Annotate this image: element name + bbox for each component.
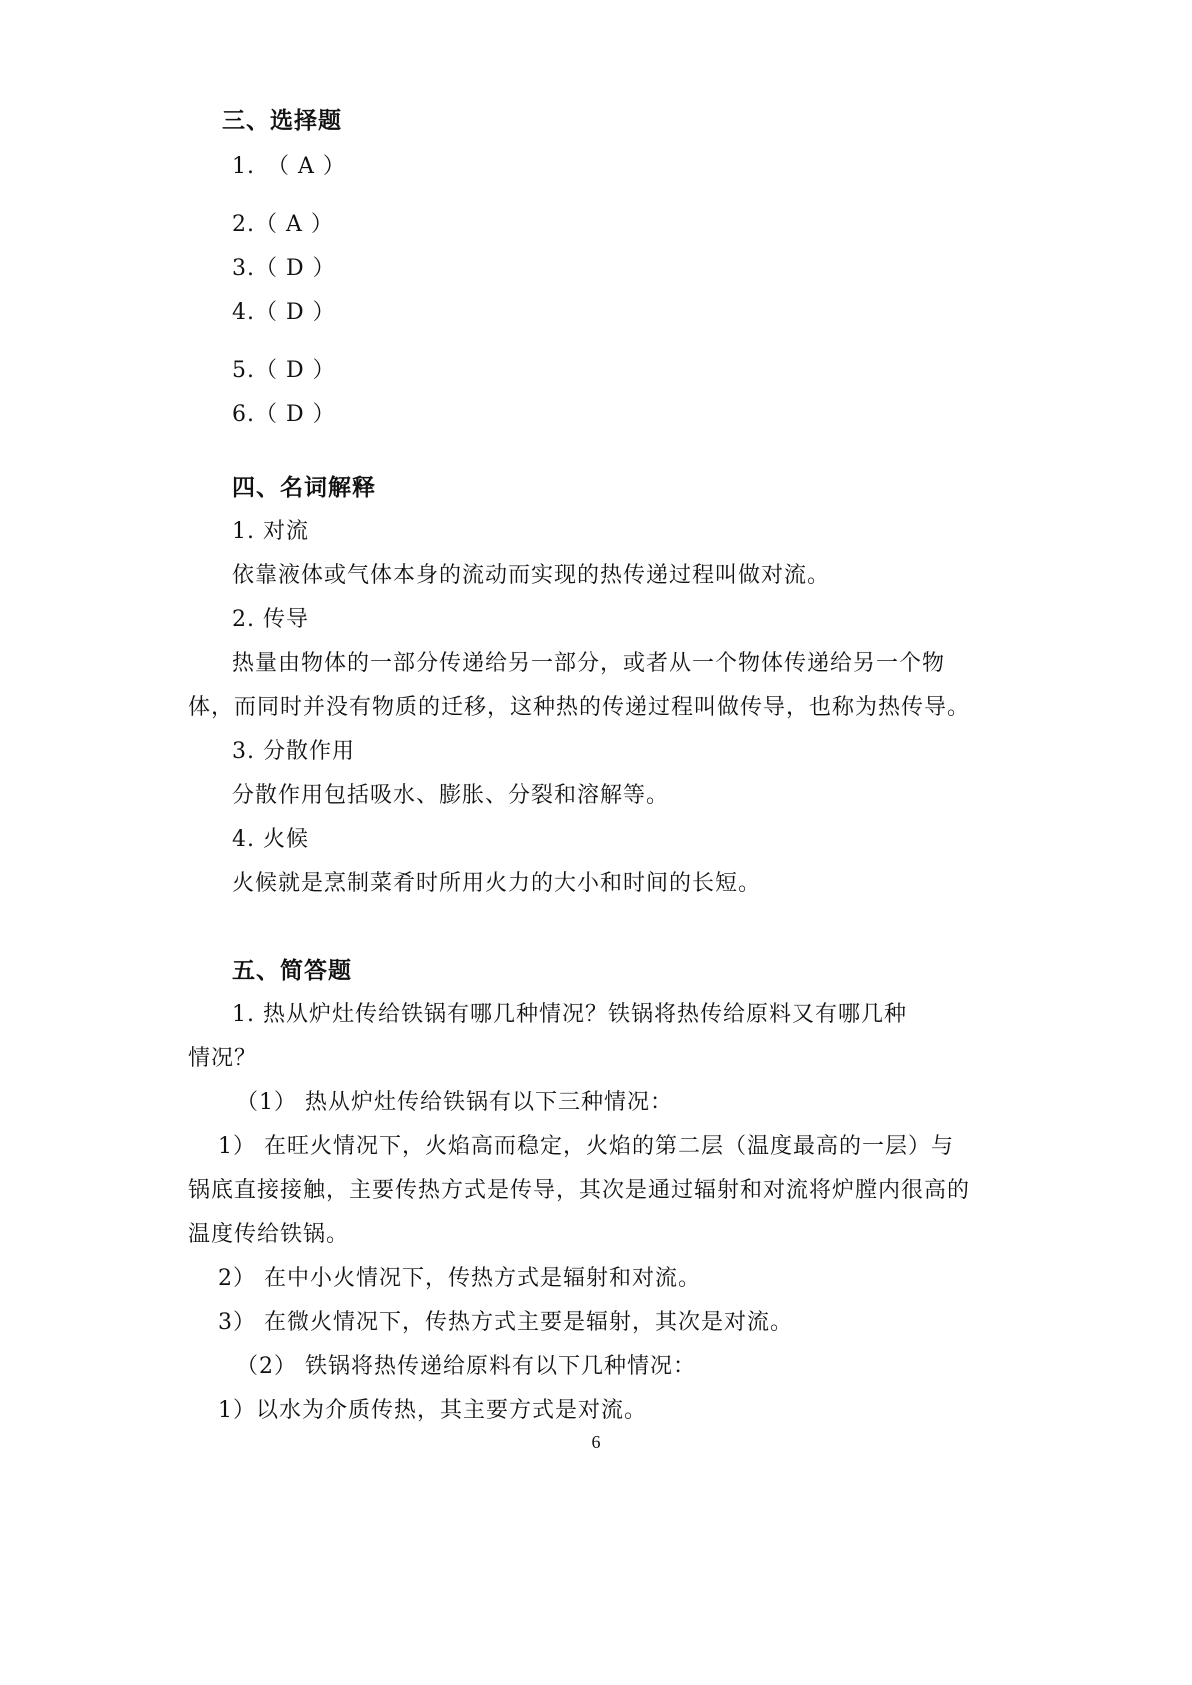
part-1-item-1-line3: 温度传给铁锅。 xyxy=(188,1222,350,1247)
part-1-item-3: 3） 在微火情况下，传热方式主要是辐射，其次是对流。 xyxy=(218,1310,793,1335)
answer-1: 1. （ A ） xyxy=(232,154,346,179)
part-1-item-1-line2: 锅底直接接触，主要传热方式是传导，其次是通过辐射和对流将炉膛内很高的 xyxy=(188,1178,971,1203)
question-1-line2: 情况？ xyxy=(188,1046,258,1071)
term-def-conduction-line1: 热量由物体的一部分传递给另一部分，或者从一个物体传递给另一个物 xyxy=(232,651,946,676)
answer-2: 2.（ A ） xyxy=(232,212,334,237)
page-number: 6 xyxy=(591,1432,601,1452)
term-title-convection: 1. 对流 xyxy=(232,519,309,544)
answer-4: 4.（ D ） xyxy=(232,300,336,325)
answer-3: 3.（ D ） xyxy=(232,256,336,281)
term-title-dispersion: 3. 分散作用 xyxy=(232,739,355,764)
part-1-item-1-line1: 1） 在旺火情况下，火焰高而稳定，火焰的第二层（温度最高的一层）与 xyxy=(218,1134,954,1159)
term-title-conduction: 2. 传导 xyxy=(232,607,309,632)
part-2-title: （2） 铁锅将热传递给原料有以下几种情况： xyxy=(236,1354,696,1379)
part-1-item-2: 2） 在中小火情况下，传热方式是辐射和对流。 xyxy=(218,1266,701,1291)
part-2-item-1: 1）以水为介质传热，其主要方式是对流。 xyxy=(218,1398,647,1423)
section-heading-choice: 三、选择题 xyxy=(222,107,342,134)
question-1-line1: 1. 热从炉灶传给铁锅有哪几种情况？铁锅将热传给原料又有哪几种 xyxy=(232,1002,907,1027)
term-def-dispersion: 分散作用包括吸水、膨胀、分裂和溶解等。 xyxy=(232,783,670,808)
term-def-heat-control: 火候就是烹制菜肴时所用火力的大小和时间的长短。 xyxy=(232,871,762,896)
section-heading-terms: 四、名词解释 xyxy=(232,474,376,501)
part-1-title: （1） 热从炉灶传给铁锅有以下三种情况： xyxy=(236,1090,673,1115)
section-heading-short-answer: 五、简答题 xyxy=(232,957,352,984)
term-def-convection: 依靠液体或气体本身的流动而实现的热传递过程叫做对流。 xyxy=(232,563,831,588)
term-title-heat-control: 4. 火候 xyxy=(232,827,309,852)
answer-5: 5.（ D ） xyxy=(232,358,336,383)
answer-6: 6.（ D ） xyxy=(232,402,336,427)
term-def-conduction-line2: 体，而同时并没有物质的迁移，这种热的传递过程叫做传导，也称为热传导。 xyxy=(188,695,971,720)
